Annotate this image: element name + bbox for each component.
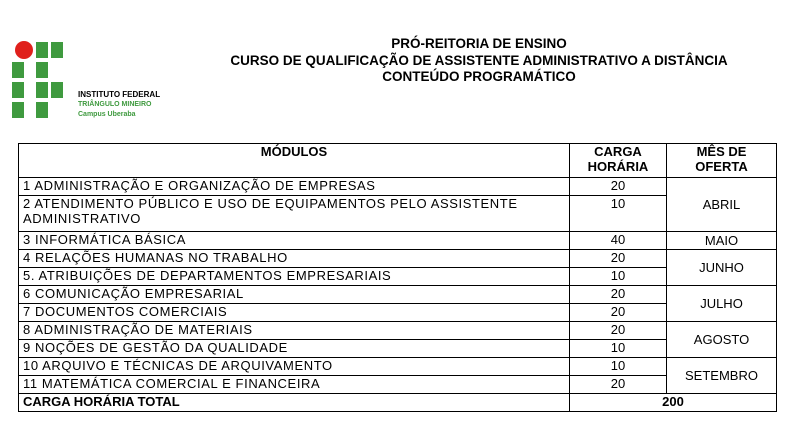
table-row [19, 376, 777, 394]
table-row [19, 322, 777, 340]
table-total-row [19, 394, 777, 412]
table-header-row [19, 144, 777, 178]
table-row [19, 196, 777, 232]
table-row [19, 340, 777, 358]
header-mes-oferta: MÊS DE OFERTA [667, 144, 777, 178]
logo-text [78, 90, 160, 120]
table-row [19, 358, 777, 376]
table-row [19, 286, 777, 304]
header-modulos: MÓDULOS [19, 144, 570, 178]
module-name: 4 RELAÇÕES HUMANAS NO TRABALHO [19, 250, 570, 268]
month-cell: MAIO [667, 232, 777, 250]
module-hours: 20 [570, 322, 667, 340]
module-name: 10 ARQUIVO E TÉCNICAS DE ARQUIVAMENTO [19, 358, 570, 376]
module-hours: 10 [570, 196, 667, 232]
document-header [170, 36, 788, 86]
module-name: 3 INFORMÁTICA BÁSICA [19, 232, 570, 250]
module-hours: 20 [570, 286, 667, 304]
header-department: PRÓ-REITORIA DE ENSINO [391, 36, 567, 51]
table-row [19, 304, 777, 322]
module-hours: 20 [570, 304, 667, 322]
header-course-title: CURSO DE QUALIFICAÇÃO DE ASSISTENTE ADMINISTRATIVO A DISTÂNCIA [230, 52, 728, 68]
month-cell: JULHO [667, 286, 777, 322]
module-hours: 20 [570, 376, 667, 394]
table-row [19, 268, 777, 286]
modules-table [18, 143, 777, 412]
module-hours: 10 [570, 358, 667, 376]
month-cell: SETEMBRO [667, 358, 777, 394]
table-row [19, 232, 777, 250]
total-label: CARGA HORÁRIA TOTAL [19, 394, 570, 412]
module-hours: 40 [570, 232, 667, 250]
module-name: 8 ADMINISTRAÇÃO DE MATERIAIS [19, 322, 570, 340]
module-hours: 10 [570, 340, 667, 358]
header-subtitle: CONTEÚDO PROGRAMÁTICO [382, 69, 576, 84]
institute-logo [12, 40, 172, 120]
table-row [19, 250, 777, 268]
month-cell: JUNHO [667, 250, 777, 286]
module-hours: 20 [570, 250, 667, 268]
logo-campus-name: Campus Uberaba [78, 111, 136, 118]
module-name: 7 DOCUMENTOS COMERCIAIS [19, 304, 570, 322]
institute-logo-icon [12, 40, 72, 120]
month-cell: AGOSTO [667, 322, 777, 358]
total-value: 200 [570, 394, 777, 412]
module-name: 9 NOÇÕES DE GESTÃO DA QUALIDADE [19, 340, 570, 358]
module-hours: 10 [570, 268, 667, 286]
logo-institute-name: INSTITUTO FEDERAL [78, 90, 161, 99]
module-name: 2 ATENDIMENTO PÚBLICO E USO DE EQUIPAMENTOS PELO ASSISTENTE ADMINISTRATIVO [19, 196, 570, 232]
header-carga-horaria: CARGA HORÁRIA [570, 144, 667, 178]
module-name: 11 MATEMÁTICA COMERCIAL E FINANCEIRA [19, 376, 570, 394]
module-name: 1 ADMINISTRAÇÃO E ORGANIZAÇÃO DE EMPRESAS [19, 178, 570, 196]
logo-region-name: TRIÂNGULO MINEIRO [78, 101, 152, 108]
module-name: 5. ATRIBUIÇÕES DE DEPARTAMENTOS EMPRESARIAIS [19, 268, 570, 286]
module-hours: 20 [570, 178, 667, 196]
month-cell: ABRIL [667, 178, 777, 232]
module-name: 6 COMUNICAÇÃO EMPRESARIAL [19, 286, 570, 304]
table-row [19, 178, 777, 196]
